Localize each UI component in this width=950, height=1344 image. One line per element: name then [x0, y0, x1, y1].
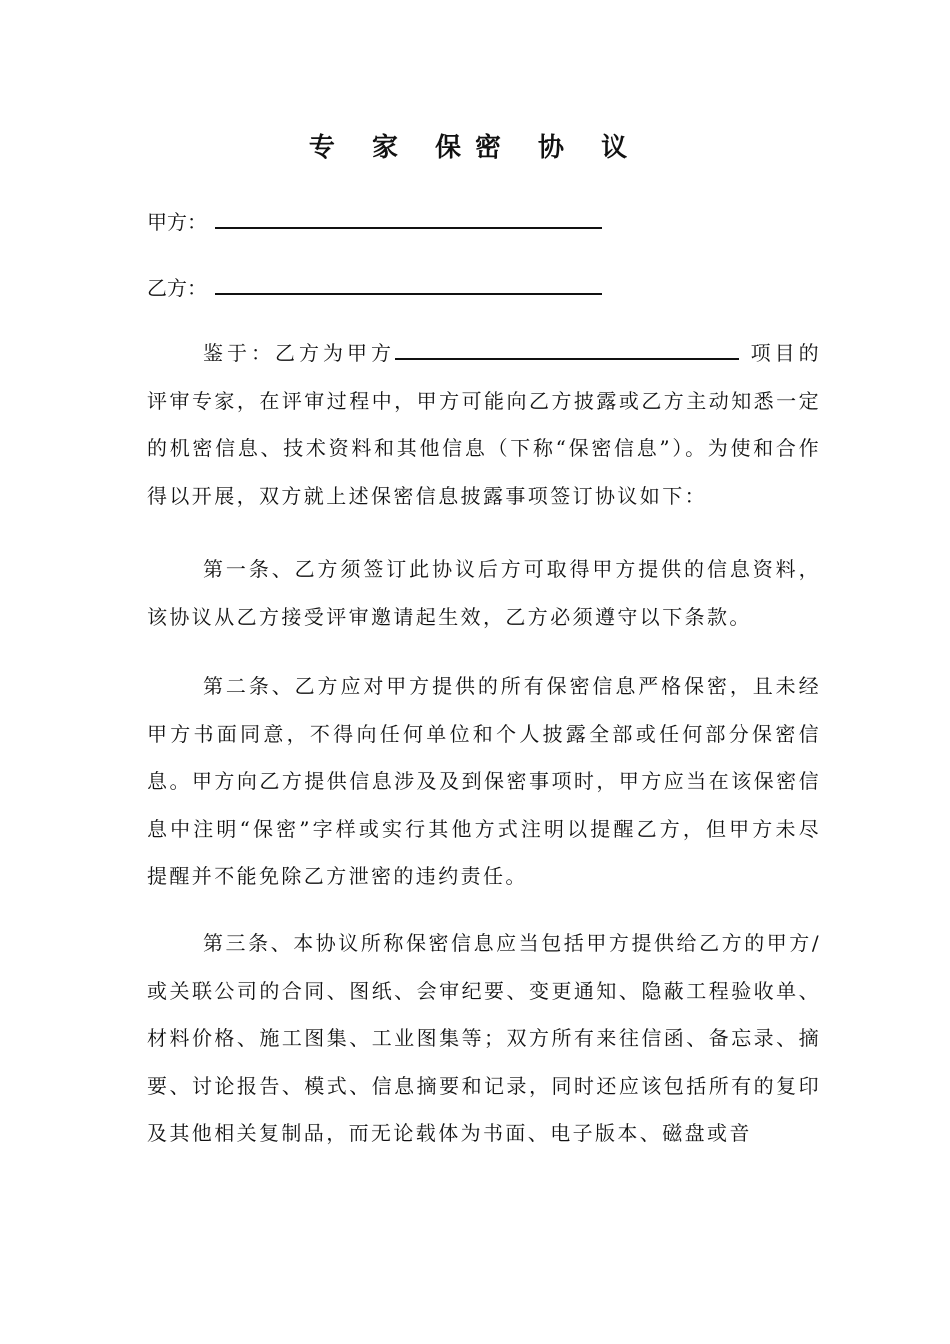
party-a-line [147, 207, 602, 237]
intro-paragraph [147, 330, 821, 520]
party-b-label: 乙方： [147, 276, 207, 300]
article-2: 第二条、乙方应对甲方提供的所有保密信息严格保密，且未经甲方书面同意，不得向任何单位和个人披露全部或任何部分保密信息。甲方向乙方提供信息涉及及到保密事项时，甲方应当在该保密信息中注明“保密”字样或实行其他方式注明以提醒乙方，但甲方未尽提醒并不能免除乙方泄密的违约责任。 [147, 674, 821, 888]
party-a-blank [215, 207, 602, 229]
document-title: 专 家 保密 协 议 [308, 133, 642, 163]
intro-rest: 项目的评审专家，在评审过程中，甲方可能向乙方披露或乙方主动知悉一定的机密信息、技术资料和其他信息（下称“保密信息”）。为使和合作得以开展，双方就上述保密信息披露事项签订协议如下： [147, 341, 821, 508]
party-b-line [147, 273, 602, 303]
party-b-blank [215, 273, 602, 295]
article-1: 第一条、乙方须签订此协议后方可取得甲方提供的信息资料，该协议从乙方接受评审邀请起生效，乙方必须遵守以下条款。 [147, 557, 821, 629]
article-3: 第三条、本协议所称保密信息应当包括甲方提供给乙方的甲方/或关联公司的合同、图纸、会审纪要、变更通知、隐蔽工程验收单、材料价格、施工图集、工业图集等；双方所有来往信函、备忘录、摘要、讨论报告、模式、信息摘要和记录，同时还应该包括所有的复印及其他相关复制品，而无论载体为书面、电子版本、磁盘或音 [147, 931, 821, 1145]
party-a-label: 甲方： [147, 210, 207, 234]
project-name-blank [395, 338, 739, 360]
intro-lead: 鉴于：乙方为甲方 [203, 341, 395, 365]
